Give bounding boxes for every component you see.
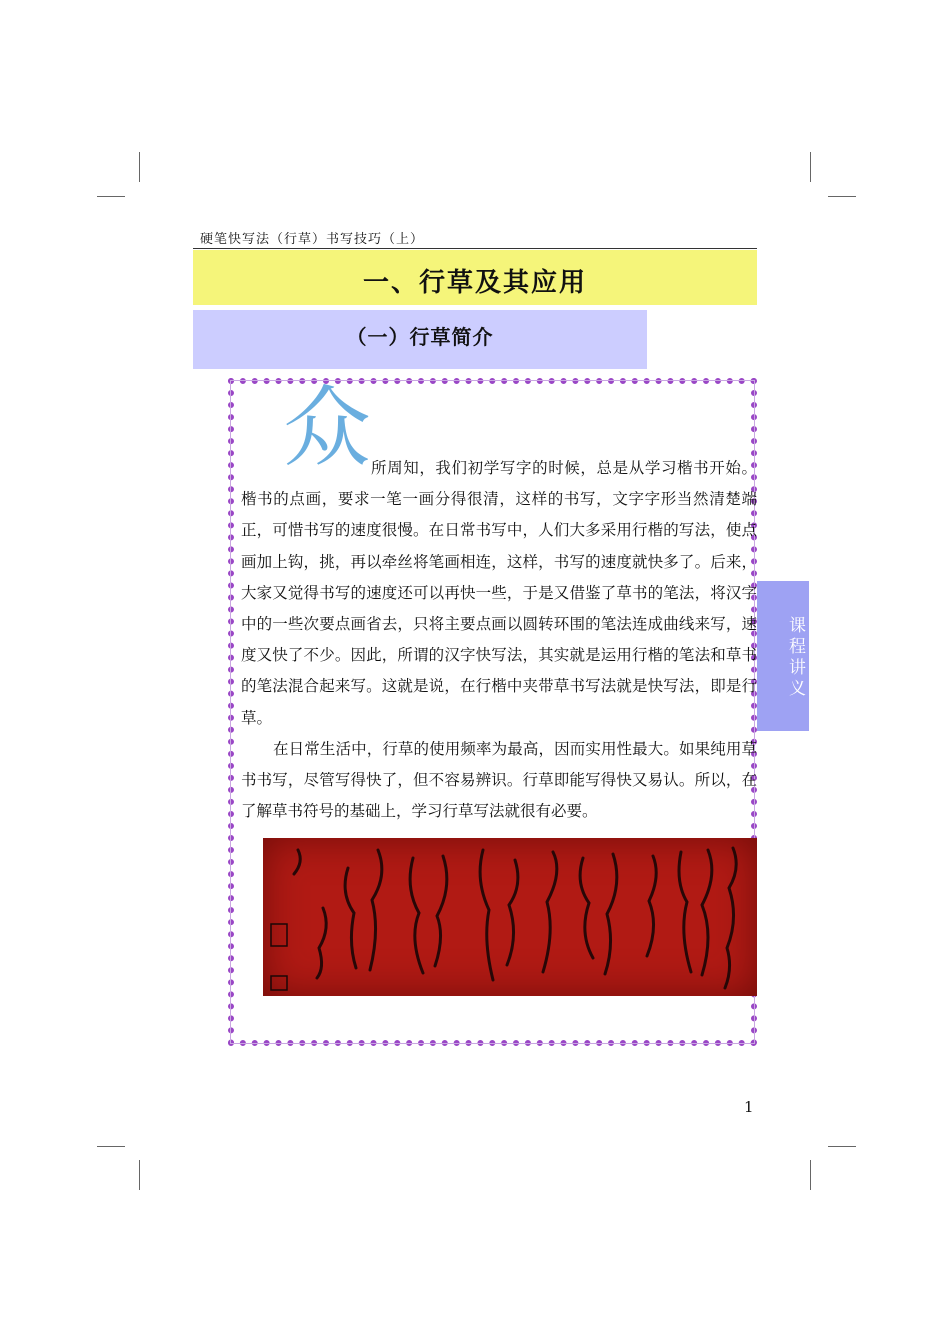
seal-stamp [271,976,287,990]
crop-mark [810,152,811,182]
page-number: 1 [744,1098,754,1116]
paragraph: 所周知，我们初学写字的时候，总是从学习楷书开始。楷书的点画，要求一笔一画分得很清，这样的书写，文字字形当然清楚端正，可惜书写的速度很慢。在日常书写中，人们大多采用行楷的写法，使点画加上钩，挑，再以牵丝将笔画相连，这样，书写的速度就快多了。后来，大家又觉得书写的速度还可以再快一些，于是又借鉴了草书的笔法，将汉字中的一些次要点画省去，只将主要点画以圆转环围的笔法连成曲线来写，速度又快了不少。因此，所谓的汉字快写法，其实就是运用行楷的笔法和草书的笔法混合起来写。这就是说，在行楷中夹带草书写法就是快写法，即是行草。 [241,459,757,727]
crop-mark [139,1160,140,1190]
header-divider [193,248,757,249]
seal-stamp [271,924,287,946]
chapter-banner [193,250,757,305]
crop-mark [97,1146,125,1147]
crop-mark [828,1146,856,1147]
drop-cap: 众 [283,376,372,479]
section-banner [193,310,647,369]
side-tab [757,581,809,731]
body-text [241,453,757,827]
side-tab-label: 课程讲义 [785,615,805,700]
crop-mark [97,196,125,197]
crop-mark [810,1160,811,1190]
crop-mark [828,196,856,197]
section-title: （一）行草简介 [346,325,494,349]
calligraphy-image [263,838,757,996]
paragraph: 在日常生活中，行草的使用频率为最高，因而实用性最大。如果纯用草书书写，尽管写得快了，但不容易辨识。行草即能写得快又易认。所以，在了解草书符号的基础上，学习行草写法就很有必要。 [241,739,757,821]
running-head: 硬笔快写法（行草）书写技巧（上） [200,232,425,247]
chapter-title: 一、行草及其应用 [362,268,587,298]
calligraphy-strokes [263,838,757,996]
crop-mark [139,152,140,182]
